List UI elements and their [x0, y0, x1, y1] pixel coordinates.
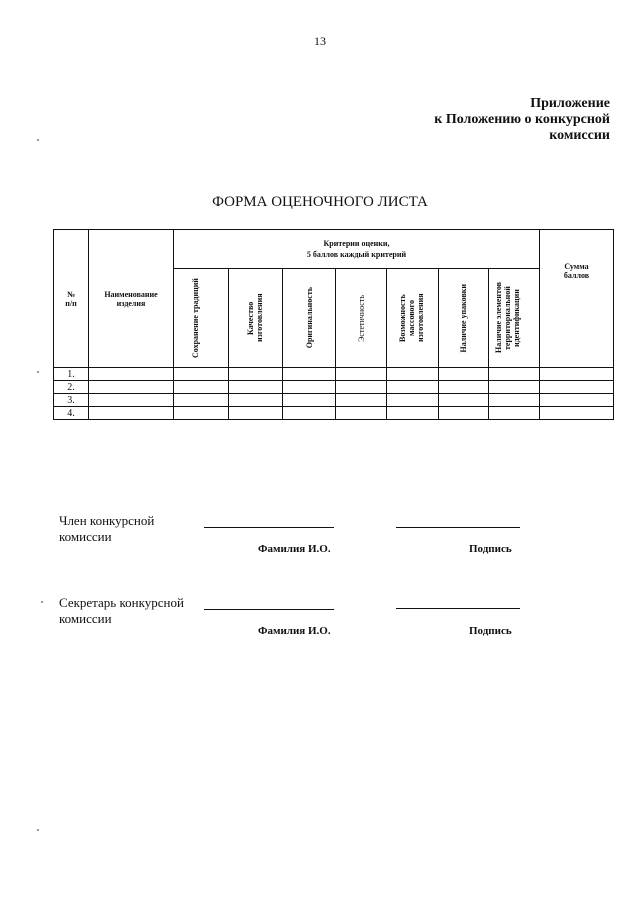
signature-role-line-1: Член конкурсной	[59, 513, 155, 528]
signature-caption: Подпись	[469, 625, 512, 637]
header-item-name	[89, 230, 174, 368]
criterion-mass-production	[387, 269, 439, 368]
table-cell[interactable]	[336, 381, 387, 394]
row-number: 4.	[54, 407, 89, 420]
signature-role-line-2: комиссии	[59, 611, 112, 626]
table-cell[interactable]	[489, 407, 540, 420]
table-cell[interactable]	[387, 394, 439, 407]
table-cell[interactable]	[283, 381, 336, 394]
table-cell[interactable]	[540, 407, 614, 420]
row-number: 2.	[54, 381, 89, 394]
table-cell[interactable]	[174, 394, 229, 407]
scan-speck	[37, 139, 39, 141]
table-row	[54, 368, 614, 381]
appendix-header	[434, 96, 610, 144]
criterion-label: Сохранение традиций	[191, 278, 200, 358]
header-criteria-line-2: 5 баллов каждый критерий	[306, 250, 407, 259]
criterion-label: Возможность массового изготовления	[397, 293, 425, 343]
table-cell[interactable]	[229, 368, 283, 381]
header-sum-line-1: Сумма	[564, 262, 589, 271]
page-number: 13	[314, 34, 326, 48]
table-cell[interactable]	[439, 394, 489, 407]
table-cell[interactable]	[540, 394, 614, 407]
header-criteria	[174, 230, 540, 269]
signature-line[interactable]	[396, 527, 520, 528]
name-line[interactable]	[204, 609, 334, 610]
table-cell[interactable]	[387, 381, 439, 394]
table-cell[interactable]	[174, 368, 229, 381]
criterion-traditions	[174, 269, 229, 368]
criterion-label: Эстетичность	[356, 294, 366, 342]
signature-role-line-2: комиссии	[59, 529, 112, 544]
scan-speck	[41, 601, 43, 603]
table-row	[54, 407, 614, 420]
signature-block-member	[59, 513, 154, 545]
table-cell[interactable]	[489, 368, 540, 381]
table-cell[interactable]	[89, 368, 174, 381]
name-caption: Фамилия И.О.	[258, 625, 331, 637]
header-number	[54, 230, 89, 368]
table-row	[54, 381, 614, 394]
signature-caption: Подпись	[469, 543, 512, 555]
header-number-line-2: п/п	[65, 298, 77, 308]
table-cell[interactable]	[489, 394, 540, 407]
header-criteria-line-1: Критерии оценки,	[323, 239, 390, 248]
criterion-label: Оригинальность	[304, 287, 314, 349]
table-cell[interactable]	[283, 394, 336, 407]
table-row	[54, 394, 614, 407]
table-cell[interactable]	[336, 394, 387, 407]
table-cell[interactable]	[89, 381, 174, 394]
header-item-name-line-2: изделия	[116, 298, 146, 308]
criterion-aesthetics	[336, 269, 387, 368]
scan-speck	[37, 829, 39, 831]
table-cell[interactable]	[89, 407, 174, 420]
table-cell[interactable]	[387, 407, 439, 420]
table-cell[interactable]	[387, 368, 439, 381]
criterion-packaging	[439, 269, 489, 368]
table-cell[interactable]	[229, 381, 283, 394]
table-cell[interactable]	[89, 394, 174, 407]
signature-role-line-1: Секретарь конкурсной	[59, 595, 184, 610]
table-cell[interactable]	[439, 407, 489, 420]
table-cell[interactable]	[229, 407, 283, 420]
criterion-label: Наличие упаковки	[459, 283, 468, 353]
table-cell[interactable]	[283, 368, 336, 381]
evaluation-table	[53, 229, 614, 420]
header-item-name-line-1: Наименование	[104, 289, 158, 299]
appendix-line-3: комиссии	[549, 128, 610, 143]
name-caption: Фамилия И.О.	[258, 543, 331, 555]
table-cell[interactable]	[174, 381, 229, 394]
criterion-label: Наличие элементов территориальной идентификации	[494, 282, 521, 354]
table-cell[interactable]	[540, 368, 614, 381]
table-cell[interactable]	[174, 407, 229, 420]
appendix-line-1: Приложение	[530, 96, 610, 111]
criterion-originality	[283, 269, 336, 368]
table-cell[interactable]	[489, 381, 540, 394]
criterion-territorial-id	[489, 269, 540, 368]
signature-line[interactable]	[396, 608, 520, 609]
table-cell[interactable]	[540, 381, 614, 394]
appendix-line-2: к Положению о конкурсной	[434, 112, 610, 127]
table-cell[interactable]	[229, 394, 283, 407]
table-cell[interactable]	[336, 407, 387, 420]
form-title: ФОРМА ОЦЕНОЧНОГО ЛИСТА	[212, 194, 428, 210]
table-cell[interactable]	[439, 381, 489, 394]
table-cell[interactable]	[283, 407, 336, 420]
header-sum	[540, 230, 614, 368]
criterion-label: Качество изготовления	[245, 293, 264, 343]
signature-block-secretary	[59, 595, 184, 627]
header-sum-line-2: баллов	[563, 271, 590, 280]
table-cell[interactable]	[439, 368, 489, 381]
table-cell[interactable]	[336, 368, 387, 381]
header-number-line-1: №	[66, 289, 76, 299]
criterion-quality	[229, 269, 283, 368]
name-line[interactable]	[204, 527, 334, 528]
scan-speck	[37, 371, 39, 373]
row-number: 3.	[54, 394, 89, 407]
row-number: 1.	[54, 368, 89, 381]
